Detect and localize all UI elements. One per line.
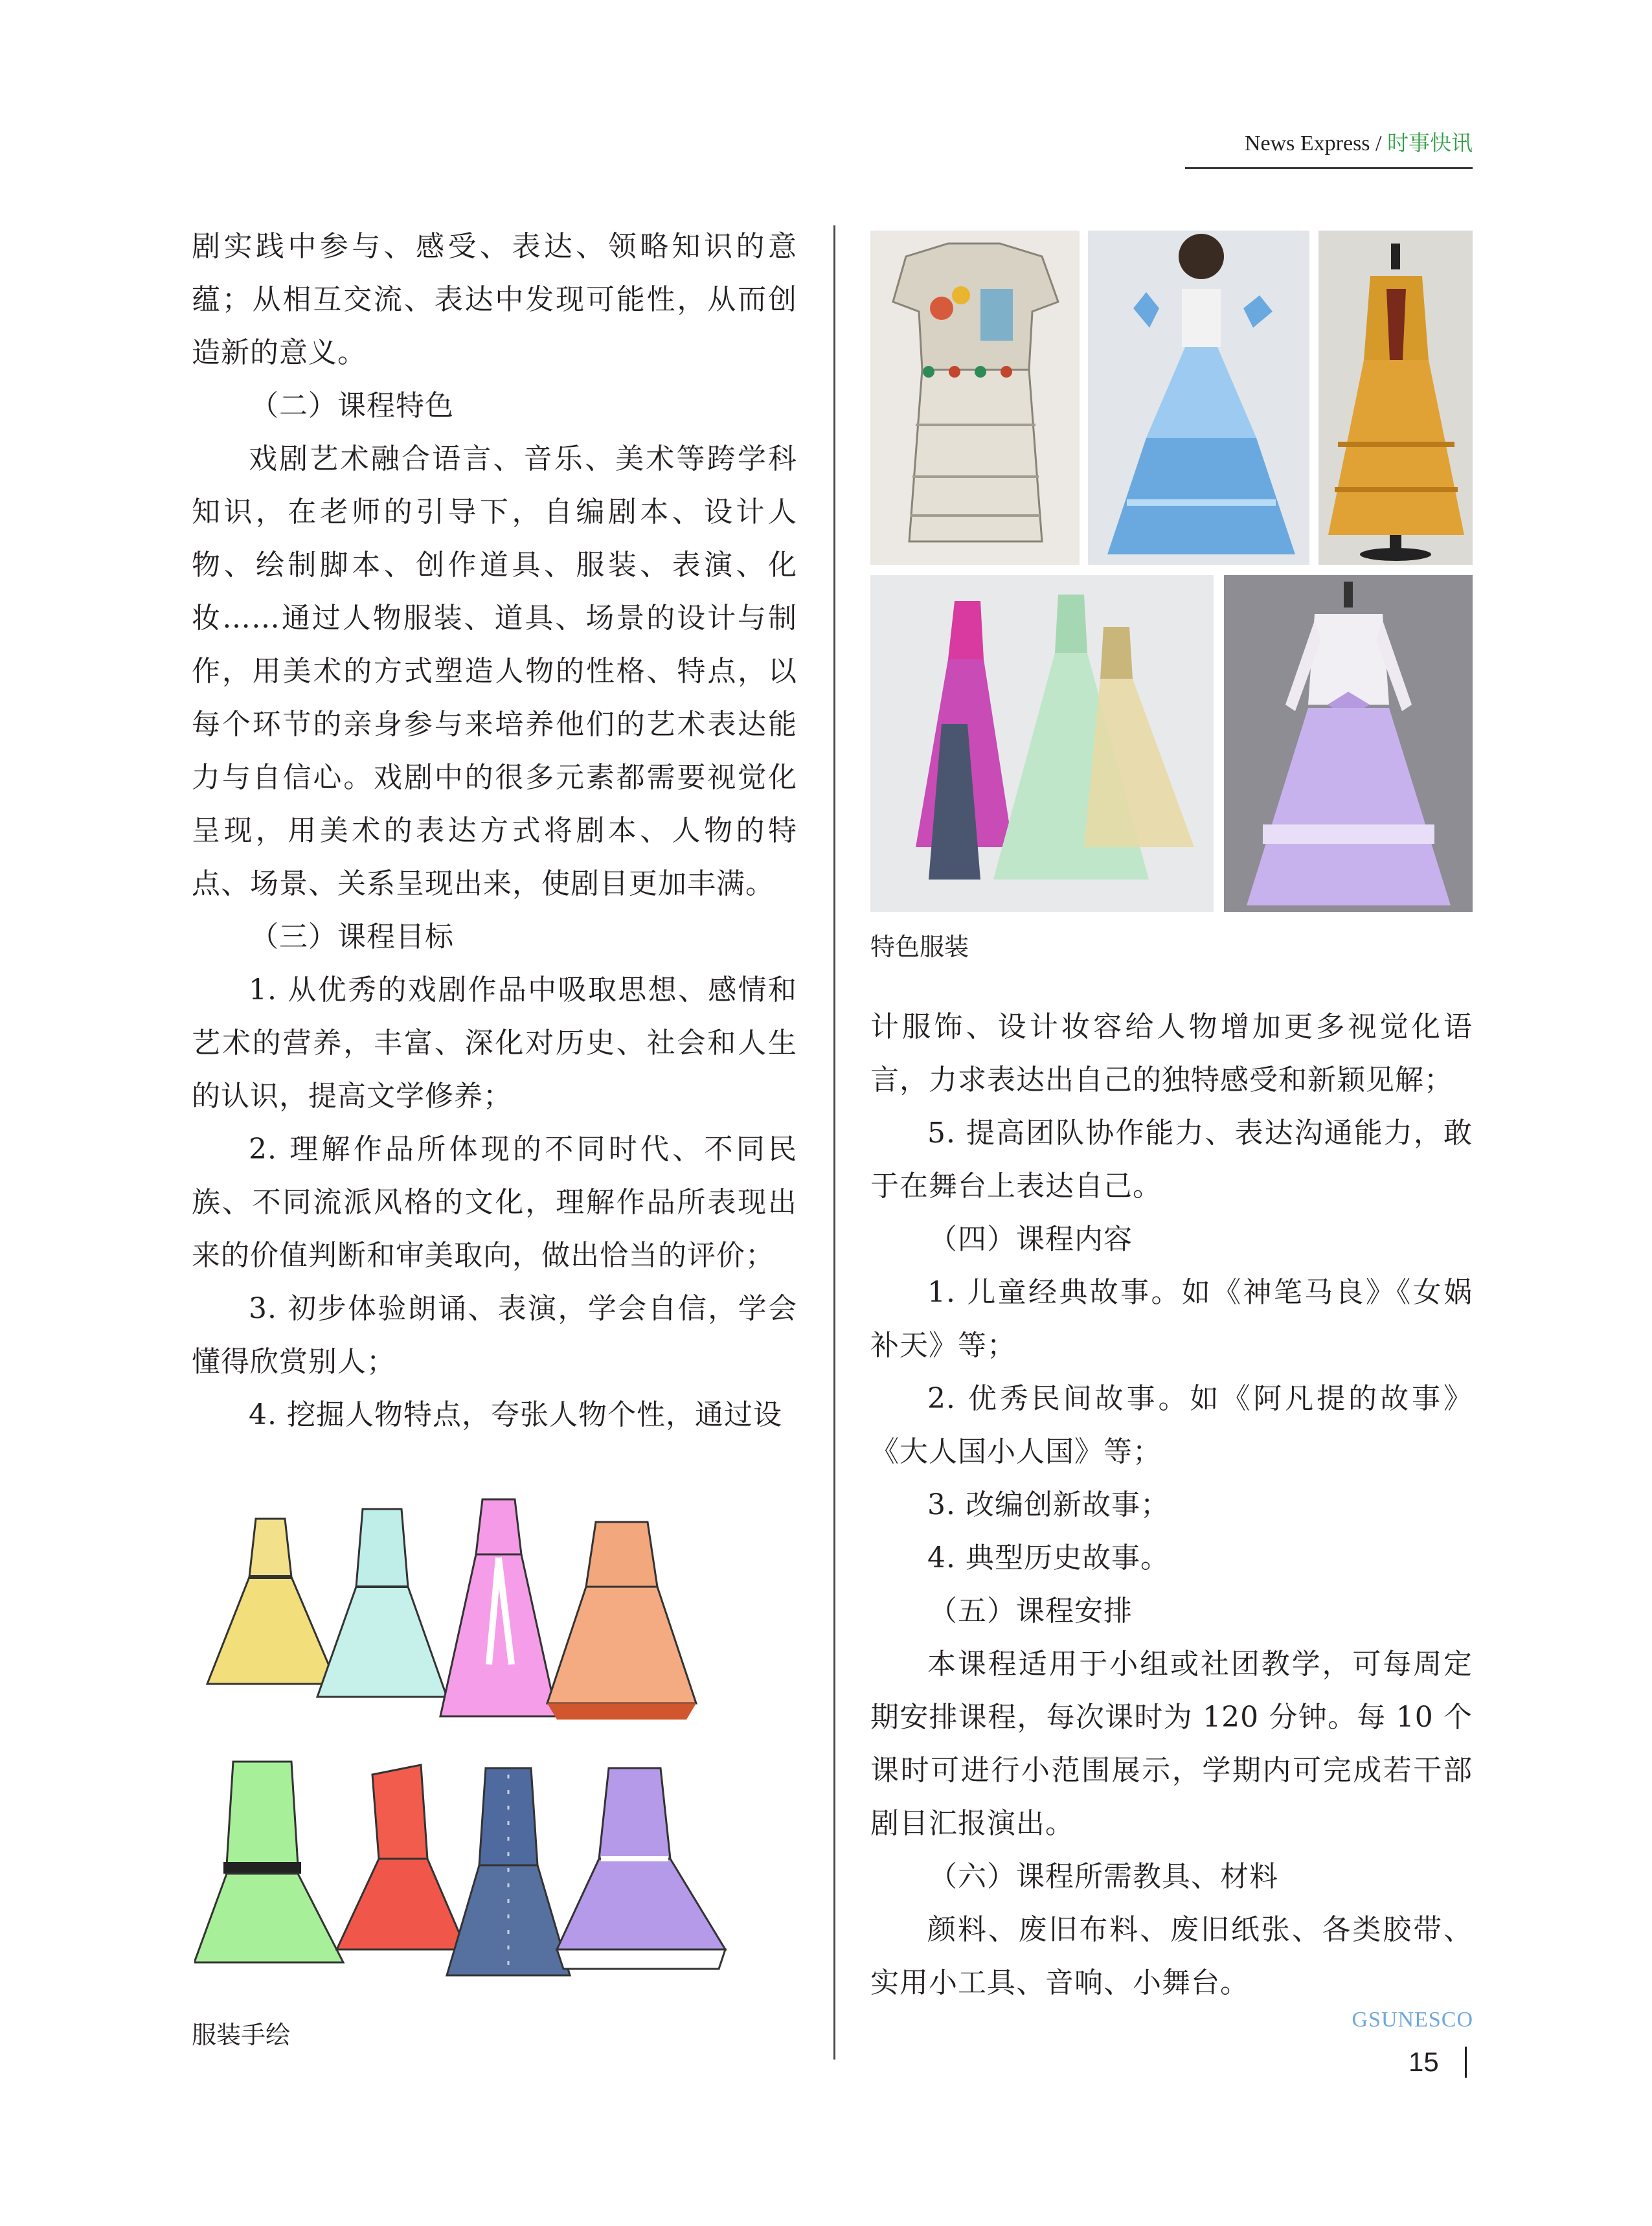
- paragraph: 2. 优秀民间故事。如《阿凡提的故事》《大人国小人国》等；: [870, 1382, 1473, 1468]
- section-heading: （三）课程目标: [250, 920, 454, 953]
- photo-sketched-gowns: [870, 575, 1214, 912]
- photos-caption: 特色服装: [870, 933, 969, 961]
- sketch-lavender-dress: [557, 1768, 725, 1969]
- paragraph: 3. 改编创新故事；: [927, 1488, 1170, 1521]
- paragraph: 戏剧艺术融合语言、音乐、美术等跨学科知识，在老师的引导下，自编剧本、设计人物、绘制脚本、创作道具、服装、表演、化妆……通过人物服装、道具、场景的设计与制作，用美术的方式塑造人物的性格、特点，以每个环节的亲身参与来培养他们的艺术表达能力与自信心。戏剧中的很多元素都需要视觉化呈现，用美术的表达方式将剧本、人物的特点、场景、关系呈现出来，使剧目更加丰满。: [192, 442, 797, 900]
- sketch-pink-dress: [440, 1499, 557, 1716]
- photo-blue-gown: [1088, 231, 1309, 565]
- right-column-text: [870, 1001, 1473, 2010]
- photo-gold-gown: [1318, 231, 1473, 565]
- page-number-bar: [1465, 2047, 1467, 2078]
- sketch-mint-dress: [317, 1509, 447, 1697]
- section-heading: （五）课程安排: [929, 1595, 1133, 1628]
- paragraph: 4. 典型历史故事。: [927, 1541, 1170, 1574]
- header-english: News Express: [1244, 131, 1370, 155]
- section-heading: （六）课程所需教具、材料: [929, 1860, 1278, 1893]
- section-heading: （二）课程特色: [250, 389, 454, 422]
- paragraph: 1. 儿童经典故事。如《神笔马良》《女娲补天》等；: [870, 1276, 1473, 1362]
- column-divider: [833, 225, 835, 2060]
- sketches-caption: 服装手绘: [192, 2021, 291, 2049]
- paragraph: 1. 从优秀的戏剧作品中吸取思想、感情和艺术的营养，丰富、深化对历史、社会和人生的认识，提高文学修养；: [192, 973, 797, 1113]
- paragraph: 剧实践中参与、感受、表达、领略知识的意蕴；从相互交流、表达中发现可能性，从而创造新的意义。: [192, 230, 797, 369]
- sketch-red-dress: [337, 1765, 466, 1949]
- running-header: [1185, 127, 1473, 160]
- paragraph: 3. 初步体验朗诵、表演，学会自信，学会懂得欣赏别人；: [192, 1292, 797, 1378]
- photo-lavender-gown: [1224, 575, 1473, 912]
- paragraph: 本课程适用于小组或社团教学，可每周定期安排课程，每次课时为 120 分钟。每 10 个课时可进行小范围展示，学期内可完成若干部剧目汇报演出。: [870, 1648, 1473, 1840]
- paragraph: 2. 理解作品所体现的不同时代、不同民族、不同流派风格的文化，理解作品所表现出来的价值判断和审美取向，做出恰当的评价；: [192, 1133, 797, 1272]
- paragraph: 5. 提高团队协作能力、表达沟通能力，敢于在舞台上表达自己。: [870, 1117, 1473, 1203]
- page-number: 15: [1409, 2047, 1439, 2077]
- organization-mark: GSUNESCO: [1352, 2008, 1473, 2032]
- header-slash: /: [1375, 131, 1382, 155]
- paragraph: 4. 挖掘人物特点，夸张人物个性，通过设: [249, 1398, 782, 1431]
- dress-sketches-illustration: [194, 1470, 803, 1988]
- paragraph: 颜料、废旧布料、废旧纸张、各类胶带、实用小工具、音响、小舞台。: [870, 1913, 1473, 1999]
- header-chinese: 时事快讯: [1387, 130, 1473, 155]
- sketch-denim-dress: [447, 1768, 570, 1975]
- paragraph: 计服饰、设计妆容给人物增加更多视觉化语言，力求表达出自己的独特感受和新颖见解；: [870, 1010, 1473, 1096]
- header-rule: [1185, 167, 1473, 169]
- sketch-yellow-dress: [207, 1519, 337, 1684]
- photo-newspaper-dress: [870, 231, 1080, 565]
- sketch-peach-dress: [547, 1522, 696, 1720]
- section-heading: （四）课程内容: [929, 1223, 1133, 1256]
- left-column-text: [192, 220, 797, 1442]
- sketch-green-dress: [194, 1762, 343, 1962]
